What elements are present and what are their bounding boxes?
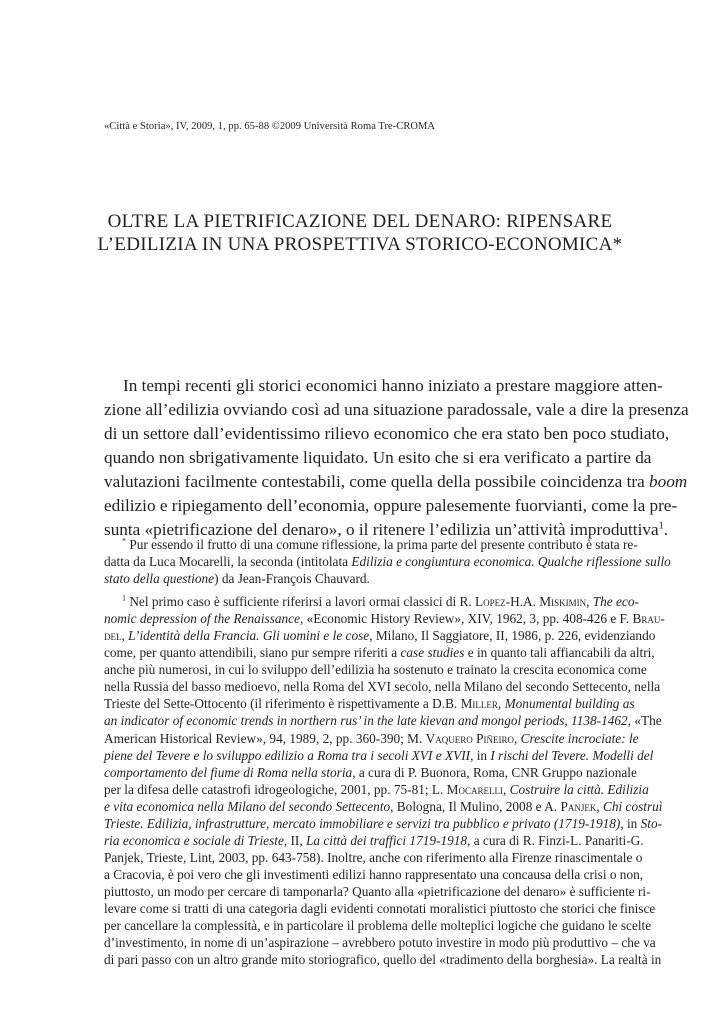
footnote-text: , Bologna, Il Mulino, 2008 e A. <box>390 798 561 814</box>
author-name: Vaquero Piñeiro <box>425 730 514 746</box>
footnote-text: ) da Jean-François Chauvard. <box>214 571 370 587</box>
footnote-1-line <box>104 764 637 781</box>
footnote-italic: Crescite incrociate: le <box>520 730 639 746</box>
footnote-text: , Milano, Il Saggiatore, II, 1986, p. 226, evidenziando <box>369 628 656 644</box>
body-line: quando non sbrigativamente liquidato. Un esito che si era verificato a partire da <box>104 448 652 467</box>
footnote-text: per la difesa delle catastrofi idrogeologiche, 2001, pp. 75-81; L. <box>104 781 447 797</box>
footnote-text: , II, <box>283 832 307 848</box>
body-text-span: . <box>663 520 669 539</box>
footnote-1-line <box>104 695 635 712</box>
footnote-text: , <box>497 696 505 712</box>
body-paragraph <box>104 374 689 542</box>
footnote-text: e in quanto tali affiancabili da altri, <box>464 645 655 661</box>
footnote-text: , <box>514 730 521 746</box>
footnote-italic: nomic depression of the Renaissance <box>104 611 300 627</box>
footnotes <box>104 536 671 968</box>
footnote-1-line: d’investimento, in nome di un’aspirazione – avrebbero potuto investire in modo più produttivo – che va <box>104 935 656 951</box>
title-line-2: L’EDILIZIA IN UNA PROSPETTIVA STORICO-ECONOMICA* <box>97 234 623 255</box>
body-text-span: valutazioni facilmente contestabili, come quella della possibile coincidenza tra <box>104 472 650 491</box>
footnote-text: , a cura di P. Buonora, Roma, CNR Gruppo nazionale <box>352 764 637 780</box>
footnote-1-line: piuttosto, un modo per cercare di tamponarla? Quanto alla «pietrificazione del denaro» è sufficiente ri- <box>104 883 651 899</box>
footnote-italic: ria economica e sociale di Trieste <box>104 832 284 848</box>
footnote-1-line <box>104 627 656 644</box>
footnote-italic: Monumental building as <box>504 696 635 712</box>
author-name: Miller <box>460 696 498 712</box>
footnote-text: , a cura di R. Finzi-L. Panariti-G. <box>467 832 644 848</box>
footnote-marker-1: 1 <box>122 593 126 603</box>
author-name: Mocarelli <box>446 781 503 797</box>
footnote-italic: Sto- <box>640 815 663 831</box>
footnote-italic: Costruire la città. Edilizia <box>509 781 649 797</box>
footnote-1-line: a Cracovia, è poi vero che gli investimenti edilizi hanno rappresentato una concausa della crisi o non, <box>104 866 644 882</box>
footnote-1-line <box>104 712 662 729</box>
footnote-1-line <box>104 644 655 661</box>
footnote-1-line <box>104 832 644 849</box>
footnote-italic: Chi costruì <box>603 798 663 814</box>
footnote-star-line <box>104 553 671 570</box>
footnote-1-line: di pari passo con un altro grande mito storiografico, quello del «tradimento della borghesia». La realtà in <box>104 952 662 968</box>
body-line: zione all’edilizia ovviando così ad una situazione paradossale, vale a dire la presenza <box>104 400 689 419</box>
footnote-italic: e vita economica nella Milano del secondo Settecento <box>104 798 391 814</box>
footnote-1-line <box>104 798 663 815</box>
footnote-italic: Edilizia e congiuntura economica. Qualche riflessione sullo <box>351 554 671 570</box>
footnote-text: , <box>596 798 603 814</box>
footnote-italic: La città dei traffici 1719-1918 <box>306 832 468 848</box>
footnote-1-line: per cancellare la complessità, e in particolare il problema delle molteplici logiche che guidano le scelte <box>104 918 652 934</box>
footnote-text: datta da Luca Mocarelli, la seconda (intitolata <box>104 554 352 570</box>
footnote-1-line: anche più numerosi, in cui lo sviluppo dell’edilizia ha sostenuto e trainato la crescita economica come <box>104 662 647 678</box>
body-text-span: sunta «pietrificazione del denaro», o il ritenere l’edilizia un’attività improduttiva <box>104 520 659 539</box>
footnote-1-line: nella Russia del basso medioevo, nella Roma del XVI secolo, nella Milano del secondo Settecento, nella <box>104 679 661 695</box>
footnote-ref-1: 1 <box>658 520 664 532</box>
footnote-text: -H.A. <box>505 594 540 610</box>
footnote-star-line <box>104 536 638 553</box>
footnote-1-line <box>104 747 654 764</box>
body-line: di un settore dall’evidentissimo rilievo economico che era stato ben poco studiato, <box>104 424 670 443</box>
footnote-star-line <box>104 570 614 587</box>
footnote-text: Trieste del Sette-Ottocento (il riferimento è rispettivamente a D.B. <box>104 696 461 712</box>
footnote-italic: piene del Tevere e lo sviluppo edilizio a Roma tra i secoli XVI e XVII <box>104 747 471 763</box>
footnote-text: Pur essendo il frutto di una comune riflessione, la prima parte del presente contributo è stata re- <box>129 537 638 552</box>
author-name: del <box>104 628 122 644</box>
footnote-italic: The eco- <box>592 594 639 610</box>
footnote-text: , in <box>470 747 491 763</box>
body-line <box>104 470 688 494</box>
footnote-1-line: levare come si tratti di una categoria dagli evidenti connotati moralistici piuttosto che storici che finisce <box>104 900 656 916</box>
title-line-1: OLTRE LA PIETRIFICAZIONE DEL DENARO: RIPENSARE <box>107 211 613 232</box>
body-italic-span: boom <box>649 472 688 491</box>
footnote-1-line: Panjek, Trieste, Lint, 2003, pp. 643-758). Inoltre, anche con riferimento alla Firenze rinascimentale o <box>104 849 643 865</box>
footnote-italic: an indicator of economic trends in northern rus’ in the late kievan and mongol periods, 1138-1462 <box>104 713 628 729</box>
footnote-italic: comportamento del fiume di Roma nella storia <box>104 764 353 780</box>
footnote-text: , <box>586 594 593 610</box>
footnote-text: , in <box>620 815 641 831</box>
footnote-text: Nel primo caso è sufficiente riferirsi a lavori ormai classici di R. <box>129 594 476 610</box>
footnote-1-line <box>104 781 649 798</box>
author-name: Lopez <box>475 594 506 610</box>
author-name: Miskimin <box>539 594 587 610</box>
footnote-1-line <box>104 610 665 627</box>
article-title <box>90 210 630 256</box>
footnote-1-line <box>104 730 639 747</box>
body-line: In tempi recenti gli storici economici hanno iniziato a prestare maggiore atten- <box>123 376 663 395</box>
footnote-text: come, per quanto attendibili, siano pur sempre riferiti a <box>104 645 401 661</box>
footnote-marker-star: * <box>122 536 126 546</box>
footnote-text: , «The <box>627 713 662 729</box>
body-line: edilizio e ripiegamento dell’economia, oppure palesemente fuorvianti, come la pre- <box>104 496 678 515</box>
footnote-1-line <box>104 815 663 832</box>
author-name: Panjek <box>560 798 597 814</box>
footnote-text: , <box>502 781 510 797</box>
footnote-text: American Historical Review», 94, 1989, 2, pp. 360-390; M. <box>104 730 426 746</box>
footnote-text: , <box>121 628 129 644</box>
author-name: Brau- <box>632 611 665 627</box>
footnote-italic: stato della questione <box>104 571 215 587</box>
footnote-italic: I rischi del Tevere. Modelli del <box>490 747 654 763</box>
running-header-citation: «Città e Storia», IV, 2009, 1, pp. 65-88 ©2009 Università Roma Tre-CROMA <box>104 121 436 132</box>
footnote-text: , «Economic History Review», XIV, 1962, 3, pp. 408-426 e F. <box>299 611 633 627</box>
footnote-1-line <box>104 593 639 610</box>
footnote-italic: Trieste. Edilizia, infrastrutture, mercato immobiliare e servizi tra pubblico e privato (1719-1918) <box>104 815 621 831</box>
footnote-italic: case studies <box>400 645 465 661</box>
footnote-italic: L’identità della Francia. Gli uomini e le cose <box>128 628 370 644</box>
